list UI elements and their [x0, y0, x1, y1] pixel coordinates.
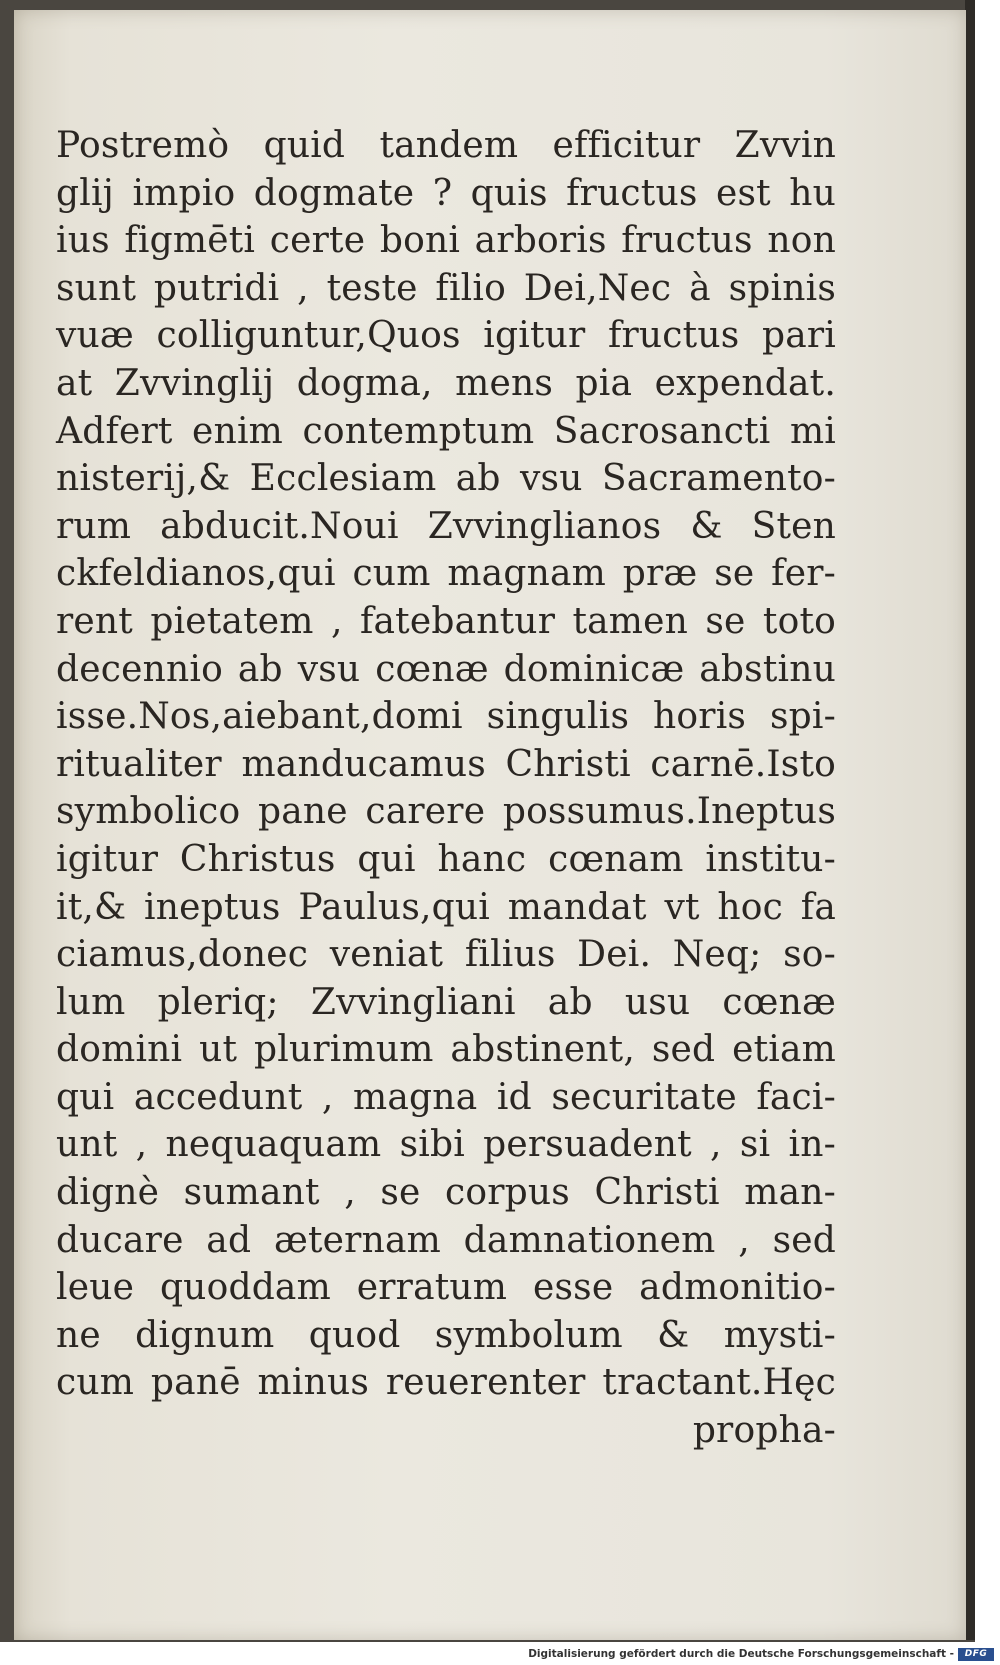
text-line: ne dignum quod symbolum & mysti- — [56, 1314, 836, 1356]
text-line: ius figmēti certe boni arboris fructus non — [56, 220, 836, 262]
book-edge — [965, 0, 975, 1640]
text-line: unt , nequaquam sibi persuadent , si in- — [56, 1124, 836, 1166]
text-line: Adfert enim contemptum Sacrosancti mi — [56, 410, 836, 452]
footer-credit: Digitalisierung gefördert durch die Deutsche Forschungsgemeinschaft - — [528, 1648, 954, 1660]
text-line: leue quoddam erratum esse admonitio- — [56, 1267, 836, 1309]
text-line: qui accedunt , magna id securitate faci- — [56, 1076, 836, 1118]
text-line: sunt putridi , teste filio Dei,Nec à spinis — [56, 267, 836, 309]
book-page — [14, 10, 966, 1640]
text-line: dignè sumant , se corpus Christi man- — [56, 1172, 836, 1214]
text-line: Postremò quid tandem efficitur Zvvin — [56, 125, 836, 166]
text-line: igitur Christus qui hanc cœnam institu- — [56, 838, 836, 880]
text-line: ducare ad æternam damnationem , sed — [56, 1219, 836, 1261]
page-text — [56, 122, 836, 1455]
text-line: glij impio dogmate ? quis fructus est hu — [56, 172, 836, 214]
text-line: rent pietatem , fatebantur tamen se toto — [56, 600, 836, 642]
dfg-logo: DFG — [958, 1648, 994, 1661]
text-line: domini ut plurimum abstinent, sed etiam — [56, 1029, 836, 1071]
text-line: cum panē minus reuerenter tractant.Hęc — [56, 1362, 836, 1404]
text-line: ritualiter manducamus Christi carnē.Isto — [56, 743, 836, 785]
text-line: nisterij,& Ecclesiam ab vsu Sacramento- — [56, 458, 836, 500]
text-line: at Zvvinglij dogma, mens pia expendat. — [56, 362, 836, 404]
text-line: decennio ab vsu cœnæ dominicæ abstinu — [56, 648, 836, 690]
text-line: symbolico pane carere possumus.Ineptus — [56, 791, 836, 833]
text-line: it,& ineptus Paulus,qui mandat vt hoc fa — [56, 886, 836, 928]
text-line: ckfeldianos,qui cum magnam præ se fer- — [56, 553, 836, 595]
text-line: propha- — [692, 1410, 836, 1452]
text-line: vuæ colliguntur,Quos igitur fructus pari — [56, 315, 836, 357]
text-line: lum pleriq; Zvvingliani ab usu cœnæ — [56, 981, 836, 1023]
text-line: ciamus,donec veniat filius Dei. Neq; so- — [56, 934, 836, 976]
text-line: isse.Nos,aiebant,domi singulis horis spi- — [56, 696, 836, 738]
text-line: rum abducit.Noui Zvvinglianos & Sten — [56, 505, 836, 547]
footer-bar — [0, 1646, 1000, 1665]
